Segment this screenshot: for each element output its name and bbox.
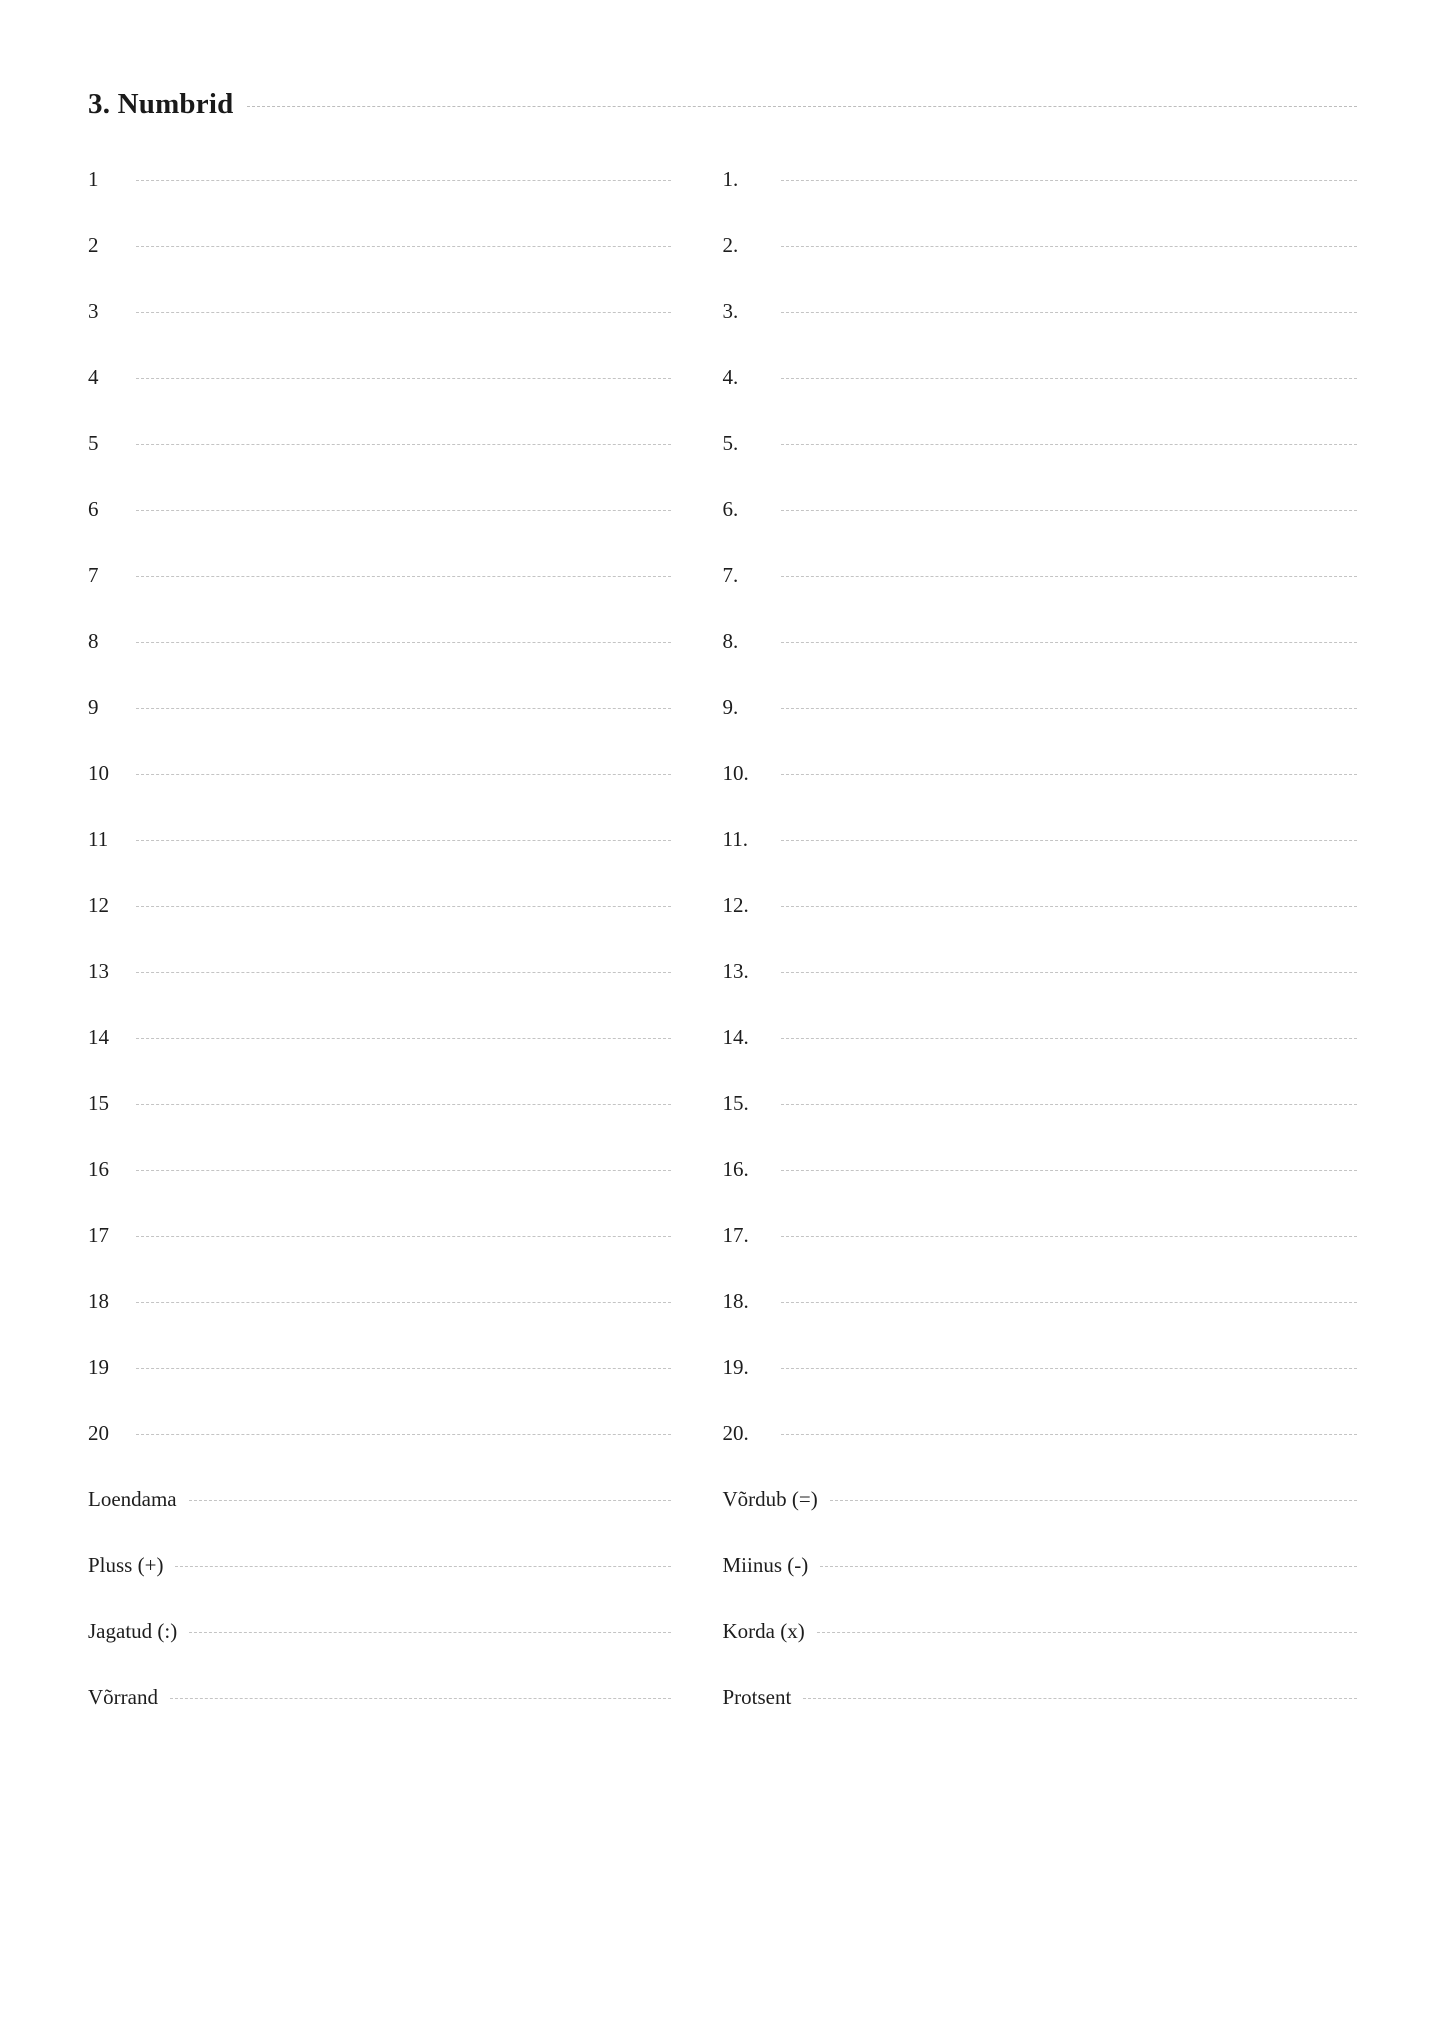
list-item-label: 8.: [722, 629, 739, 653]
list-item[interactable]: [723, 895, 1358, 961]
list-item-label: 13.: [722, 959, 749, 983]
list-item[interactable]: [723, 1357, 1358, 1423]
list-item[interactable]: [723, 829, 1358, 895]
write-line[interactable]: [170, 1697, 671, 1699]
list-item-label: 20.: [722, 1421, 749, 1445]
list-item[interactable]: [88, 1159, 671, 1225]
list-item-label: 14.: [722, 1025, 749, 1049]
write-line[interactable]: [781, 245, 1358, 247]
write-line[interactable]: [136, 1235, 671, 1237]
list-item-label: 5.: [722, 431, 739, 455]
list-item-label: 19.: [722, 1355, 749, 1379]
write-line[interactable]: [136, 971, 671, 973]
list-item-label: 7: [88, 563, 99, 587]
list-item[interactable]: [88, 565, 671, 631]
write-line[interactable]: [136, 1169, 671, 1171]
list-item-label: 17: [88, 1223, 109, 1247]
list-item-label: 18.: [722, 1289, 749, 1313]
list-item[interactable]: [723, 367, 1358, 433]
list-item[interactable]: [88, 1489, 671, 1555]
list-item[interactable]: [88, 697, 671, 763]
list-item[interactable]: [88, 301, 671, 367]
list-item[interactable]: [723, 763, 1358, 829]
left-number-list: [88, 169, 671, 1489]
list-item-label: 9.: [722, 695, 739, 719]
list-item-label: 10: [88, 761, 109, 785]
write-line[interactable]: [136, 905, 671, 907]
write-line[interactable]: [136, 179, 671, 181]
list-item[interactable]: [723, 565, 1358, 631]
list-item[interactable]: [88, 1093, 671, 1159]
list-item-label: 2: [88, 233, 99, 257]
write-line[interactable]: [781, 1433, 1358, 1435]
list-item-label: 3.: [722, 299, 739, 323]
write-line[interactable]: [820, 1565, 1357, 1567]
list-item-label: 8: [88, 629, 99, 653]
write-line[interactable]: [781, 1169, 1358, 1171]
list-item-label: Miinus (-): [722, 1553, 809, 1577]
list-item-label: 9: [88, 695, 99, 719]
left-word-list: [88, 1489, 671, 1753]
list-item-label: 13: [88, 959, 109, 983]
list-item[interactable]: [88, 1291, 671, 1357]
list-item[interactable]: [723, 1621, 1358, 1687]
list-item[interactable]: [723, 169, 1358, 235]
list-item[interactable]: [723, 1291, 1358, 1357]
write-line[interactable]: [781, 1235, 1358, 1237]
write-line[interactable]: [803, 1697, 1357, 1699]
write-line[interactable]: [781, 1367, 1358, 1369]
list-item-label: 1: [88, 167, 99, 191]
list-item-label: 3: [88, 299, 99, 323]
write-line[interactable]: [781, 575, 1358, 577]
list-item[interactable]: [88, 961, 671, 1027]
list-item[interactable]: [723, 433, 1358, 499]
write-line[interactable]: [136, 1103, 671, 1105]
list-item-label: Jagatud (:): [88, 1619, 178, 1643]
list-item[interactable]: [88, 829, 671, 895]
write-line[interactable]: [781, 839, 1358, 841]
list-item-label: Võrdub (=): [722, 1487, 818, 1511]
section-heading: [88, 88, 1357, 121]
list-item[interactable]: [723, 1687, 1358, 1753]
list-item-label: 5: [88, 431, 99, 455]
list-item-label: 6: [88, 497, 99, 521]
list-item-label: 19: [88, 1355, 109, 1379]
list-item[interactable]: [88, 1687, 671, 1753]
list-item-label: 15.: [722, 1091, 749, 1115]
list-item[interactable]: [88, 1621, 671, 1687]
write-line[interactable]: [136, 245, 671, 247]
list-item-label: 11.: [722, 827, 748, 851]
write-line[interactable]: [781, 509, 1358, 511]
write-line[interactable]: [136, 707, 671, 709]
list-item-label: 4.: [722, 365, 739, 389]
write-line[interactable]: [781, 377, 1358, 379]
list-item-label: Pluss (+): [88, 1553, 164, 1577]
list-item[interactable]: [723, 1555, 1358, 1621]
write-line[interactable]: [781, 707, 1358, 709]
list-item-label: 10.: [722, 761, 749, 785]
write-line[interactable]: [136, 377, 671, 379]
write-line[interactable]: [781, 1103, 1358, 1105]
two-column-layout: [88, 169, 1357, 1753]
list-item-label: 14: [88, 1025, 109, 1049]
write-line[interactable]: [781, 1301, 1358, 1303]
write-line[interactable]: [136, 773, 671, 775]
list-item-label: 15: [88, 1091, 109, 1115]
page-title: 3. Numbrid: [88, 88, 234, 120]
write-line[interactable]: [817, 1631, 1357, 1633]
list-item[interactable]: [88, 631, 671, 697]
list-item[interactable]: [88, 895, 671, 961]
list-item[interactable]: [88, 1027, 671, 1093]
list-item-label: 16: [88, 1157, 109, 1181]
write-line[interactable]: [136, 1037, 671, 1039]
list-item[interactable]: [723, 1027, 1358, 1093]
write-line[interactable]: [781, 773, 1358, 775]
list-item-label: 12: [88, 893, 109, 917]
write-line[interactable]: [189, 1499, 671, 1501]
write-line[interactable]: [175, 1565, 670, 1567]
list-item[interactable]: [723, 1093, 1358, 1159]
list-item[interactable]: [88, 499, 671, 565]
list-item-label: 20: [88, 1421, 109, 1445]
write-line[interactable]: [830, 1499, 1357, 1501]
list-item[interactable]: [723, 1159, 1358, 1225]
write-line[interactable]: [136, 575, 671, 577]
list-item[interactable]: [723, 1489, 1358, 1555]
list-item-label: 11: [88, 827, 109, 851]
list-item[interactable]: [88, 433, 671, 499]
list-item[interactable]: [723, 961, 1358, 1027]
right-number-list: [723, 169, 1358, 1489]
write-line[interactable]: [136, 1301, 671, 1303]
write-line[interactable]: [781, 179, 1358, 181]
write-line[interactable]: [781, 1037, 1358, 1039]
write-line[interactable]: [781, 971, 1358, 973]
write-line[interactable]: [136, 839, 671, 841]
list-item[interactable]: [88, 763, 671, 829]
list-item-label: 4: [88, 365, 99, 389]
list-item-label: 6.: [722, 497, 739, 521]
write-line[interactable]: [136, 1433, 671, 1435]
list-item-label: Korda (x): [722, 1619, 805, 1643]
list-item-label: 17.: [722, 1223, 749, 1247]
list-item-label: 18: [88, 1289, 109, 1313]
write-line[interactable]: [136, 311, 671, 313]
write-line[interactable]: [136, 641, 671, 643]
write-line[interactable]: [189, 1631, 670, 1633]
write-line[interactable]: [136, 1367, 671, 1369]
list-item[interactable]: [88, 235, 671, 301]
list-item-label: 7.: [722, 563, 739, 587]
list-item-label: Võrrand: [88, 1685, 158, 1709]
write-line[interactable]: [781, 641, 1358, 643]
list-item[interactable]: [88, 1225, 671, 1291]
list-item-label: 12.: [722, 893, 749, 917]
list-item[interactable]: [723, 1423, 1358, 1489]
write-line[interactable]: [781, 443, 1358, 445]
list-item[interactable]: [723, 631, 1358, 697]
list-item[interactable]: [88, 169, 671, 235]
list-item[interactable]: [723, 301, 1358, 367]
list-item[interactable]: [88, 1357, 671, 1423]
write-line[interactable]: [781, 905, 1358, 907]
list-item-label: 2.: [722, 233, 739, 257]
write-line[interactable]: [136, 509, 671, 511]
list-item[interactable]: [88, 1555, 671, 1621]
list-item-label: 16.: [722, 1157, 749, 1181]
right-word-list: [723, 1489, 1358, 1753]
list-item-label: Loendama: [88, 1487, 177, 1511]
write-line[interactable]: [136, 443, 671, 445]
list-item-label: 1.: [722, 167, 739, 191]
list-item-label: Protsent: [722, 1685, 792, 1709]
left-column: [88, 169, 723, 1753]
right-column: [723, 169, 1358, 1753]
list-item[interactable]: [723, 1225, 1358, 1291]
list-item[interactable]: [723, 697, 1358, 763]
list-item[interactable]: [88, 1423, 671, 1489]
list-item[interactable]: [723, 499, 1358, 565]
write-line[interactable]: [781, 311, 1358, 313]
heading-dashed-rule: [247, 105, 1357, 107]
list-item[interactable]: [88, 367, 671, 433]
list-item[interactable]: [723, 235, 1358, 301]
